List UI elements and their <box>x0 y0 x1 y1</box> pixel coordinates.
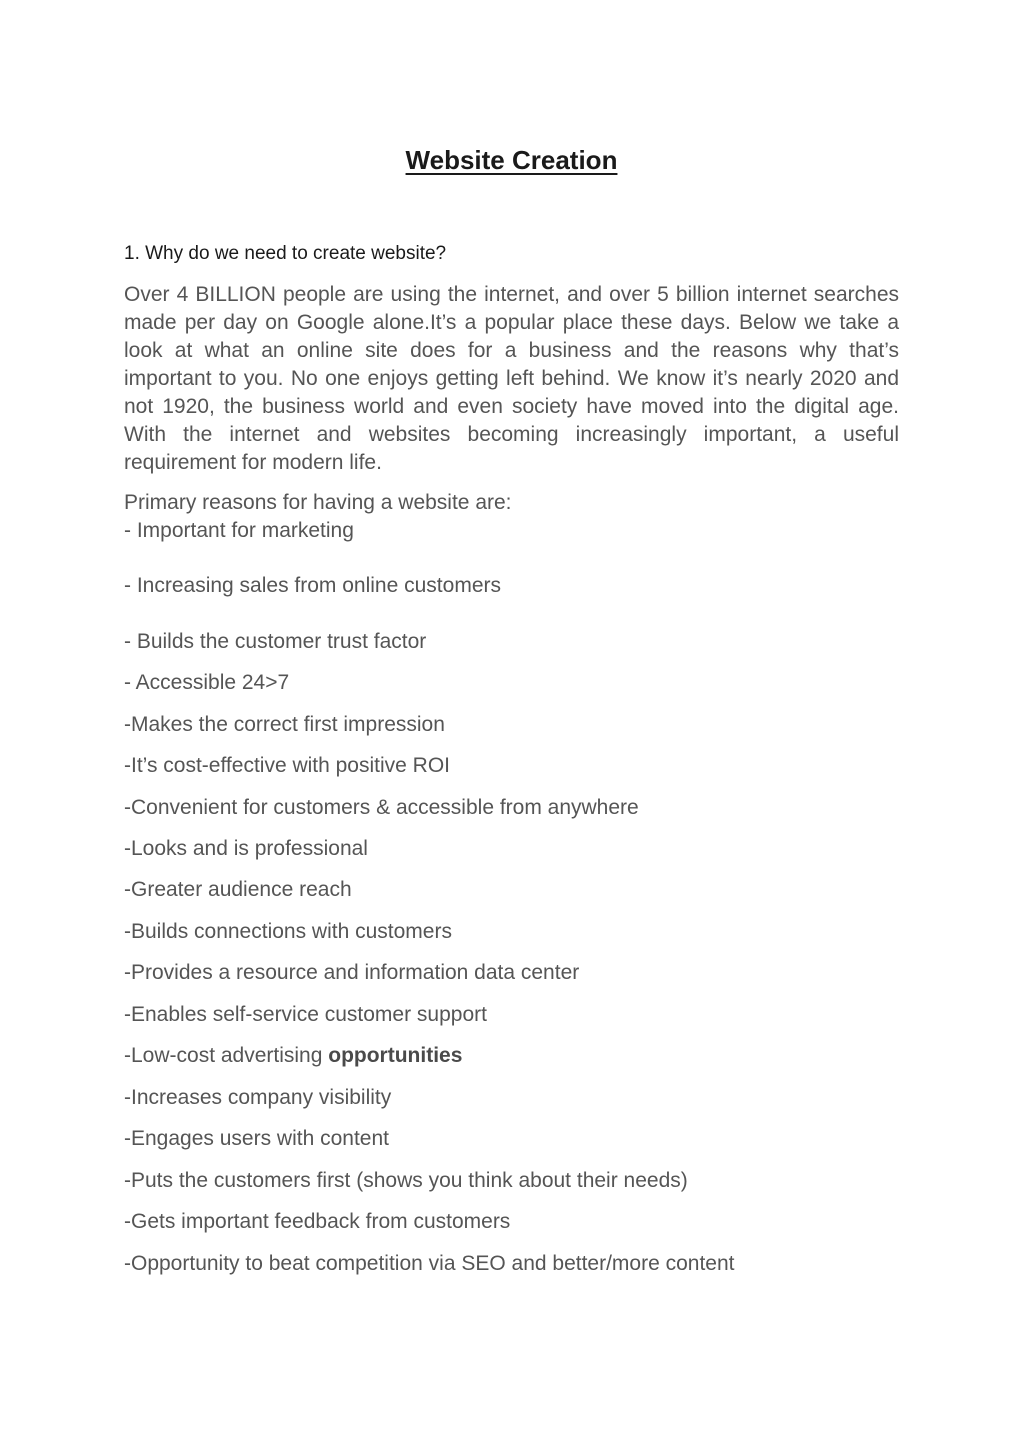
reason-item-resource-center: -Provides a resource and information data center <box>124 961 580 984</box>
reason-item-accessible: - Accessible 24>7 <box>124 671 290 694</box>
page-title-text: Website Creation <box>405 145 618 175</box>
reason-item-audience-reach: -Greater audience reach <box>124 878 352 901</box>
reason-item-advertising-text: -Low-cost advertising <box>124 1044 329 1067</box>
reason-item-convenient: -Convenient for customers & accessible from anywhere <box>124 796 639 819</box>
intro-paragraph: Over 4 BILLION people are using the internet, and over 5 billion internet searches made per day on Google alone.It’s a popular place these days. Below we take a look at what an online site does for a business and the reasons why that’s important to you. No one enjoys getting left behind. We know it’s nearly 2020 and not 1920, the business world and even society have moved into the digital age. With the internet and websites becoming increasingly important, a useful requirement for modern life. <box>124 283 899 474</box>
section-question: 1. Why do we need to create website? <box>124 243 447 264</box>
reason-item-advertising <box>124 1042 462 1070</box>
reason-item-professional: -Looks and is professional <box>124 837 368 860</box>
reason-item-visibility: -Increases company visibility <box>124 1086 392 1109</box>
reason-item-engages: -Engages users with content <box>124 1127 389 1150</box>
page-title <box>0 145 1023 176</box>
reasons-heading: Primary reasons for having a website are: <box>124 491 512 514</box>
reason-item-trust: - Builds the customer trust factor <box>124 630 427 653</box>
reason-item-self-service: -Enables self-service customer support <box>124 1003 487 1026</box>
reason-item-first-impression: -Makes the correct first impression <box>124 713 445 736</box>
reason-item-seo: -Opportunity to beat competition via SEO and better/more content <box>124 1252 735 1275</box>
reason-item-cost-effective: -It’s cost-effective with positive ROI <box>124 754 451 777</box>
reason-item-connections: -Builds connections with customers <box>124 920 452 943</box>
reason-item-advertising-emphasis: opportunities <box>328 1044 463 1067</box>
reason-item-sales: - Increasing sales from online customers <box>124 574 501 597</box>
reason-item-feedback: -Gets important feedback from customers <box>124 1210 511 1233</box>
reason-item-marketing: - Important for marketing <box>124 519 354 542</box>
reason-item-customers-first: -Puts the customers first (shows you think about their needs) <box>124 1169 688 1192</box>
